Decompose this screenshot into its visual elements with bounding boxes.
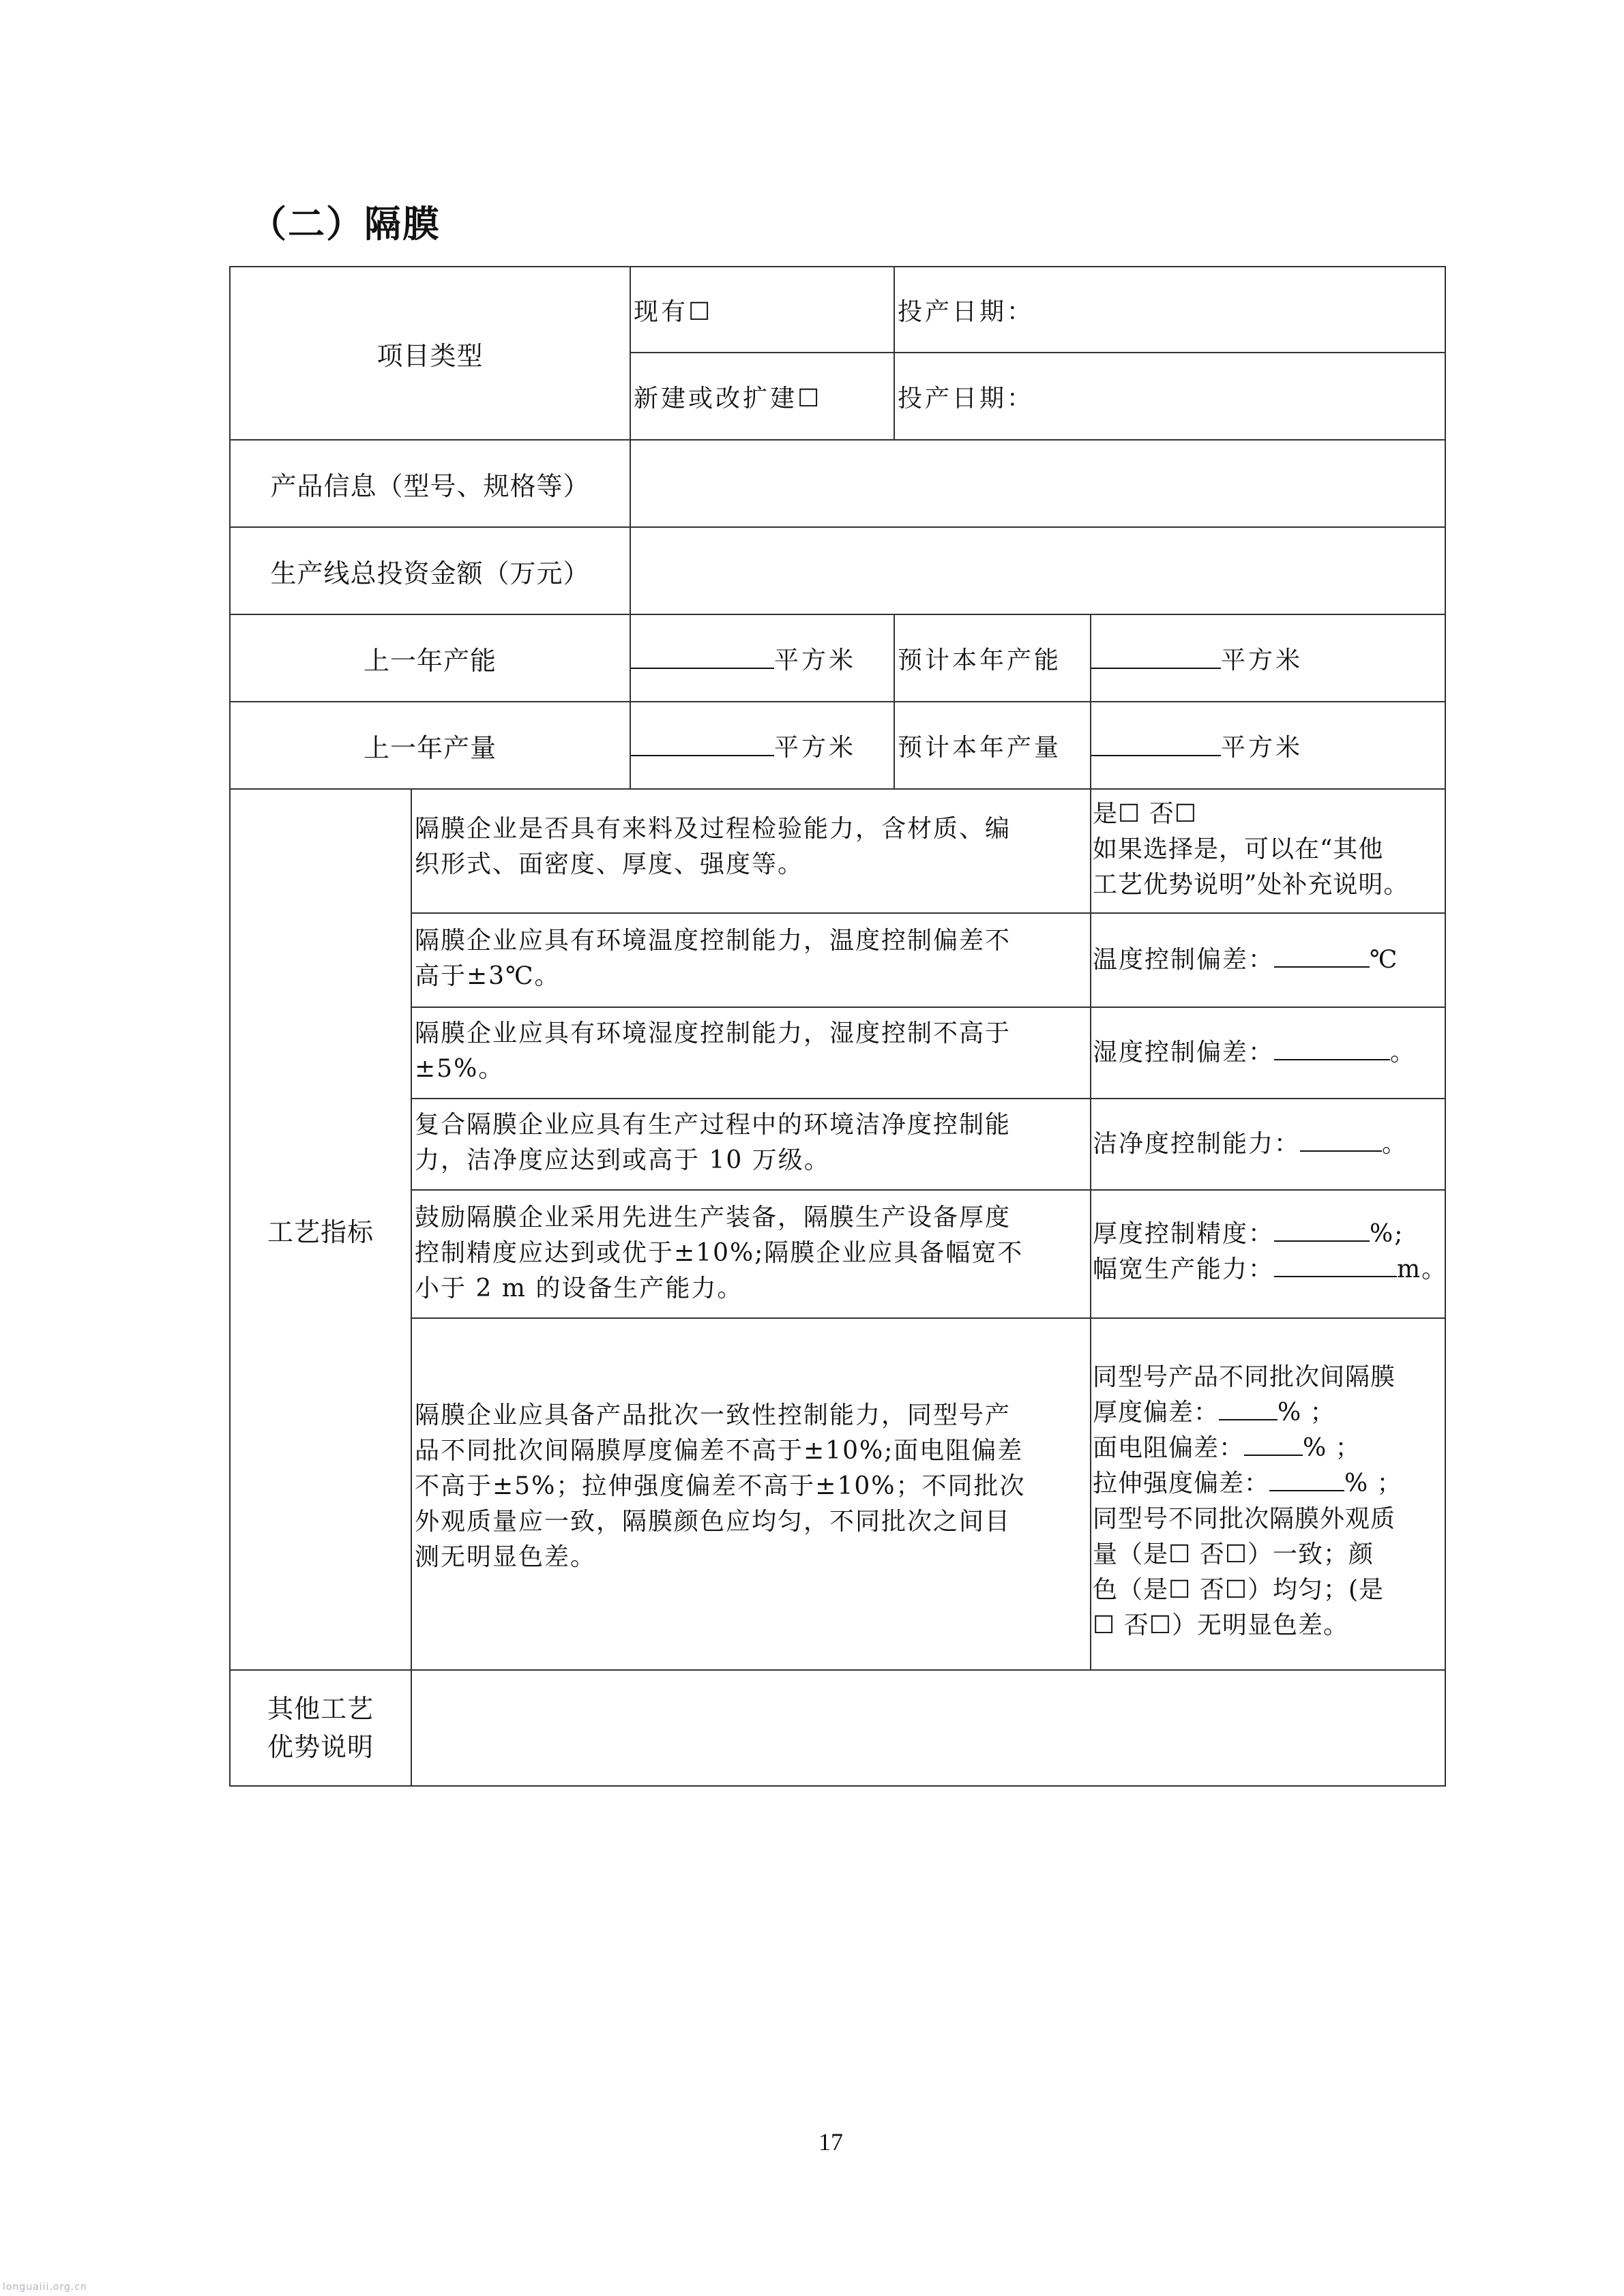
process-requirement-cell [411,1189,1091,1319]
page-number: 17 [818,2128,843,2156]
product-info-label: 产品信息（型号、规格等） [270,471,590,501]
forecast-output-input-cell[interactable] [1090,701,1446,790]
process-response-cell[interactable] [1090,1189,1446,1319]
new-or-expand-option[interactable]: 新建或改扩建☐ [634,384,823,413]
color-difference-checkboxes[interactable]: ☐ 否☐）无明显色差。 [1093,1611,1348,1639]
requirement-line: 隔膜企业应具有环境温度控制能力，温度控制偏差不 [415,927,1012,955]
requirement-line: 控制精度应达到或优于±10%;隔膜企业应具备幅宽不 [415,1239,1024,1267]
requirement-line: 织形式、面密度、厚度、强度等。 [415,850,804,878]
area-unit: 平方米 [774,733,857,762]
process-requirement-cell [411,1007,1091,1099]
process-requirement-cell [411,1098,1091,1191]
requirement-line: 隔膜企业应具备产品批次一致性控制能力，同型号产 [415,1401,1012,1429]
requirement-line: 隔膜企业应具有环境湿度控制能力，湿度控制不高于 [415,1019,1012,1047]
area-unit: 平方米 [774,646,857,674]
meter-suffix: m。 [1397,1255,1448,1283]
new-production-date-cell[interactable] [894,352,1446,441]
yes-no-checkboxes[interactable]: 是☐ 否☐ [1093,800,1197,828]
process-response-cell[interactable] [1090,1317,1446,1671]
new-or-expand-checkbox-cell[interactable] [630,352,895,441]
last-year-capacity-label-cell [229,614,631,702]
process-requirement-cell [411,912,1091,1008]
other-advantages-label-cell [229,1669,412,1787]
forecast-capacity-blank[interactable] [1091,647,1221,669]
last-year-output-label-cell [229,701,631,790]
process-indicators-label: 工艺指标 [267,1217,374,1247]
width-capacity-label: 幅宽生产能力： [1093,1255,1275,1283]
humidity-deviation-blank[interactable] [1274,1039,1390,1060]
color-uniformity-checkboxes[interactable]: 色（是☐ 否☐）均匀；(是 [1093,1576,1385,1604]
other-advantages-label-line: 其他工艺 [267,1694,374,1724]
production-date-label: 投产日期： [898,384,1035,413]
appearance-consistency-checkboxes[interactable]: 量（是☐ 否☐）一致；颜 [1093,1540,1374,1568]
tensile-strength-deviation-label: 拉伸强度偏差： [1093,1470,1270,1497]
period-suffix: 。 [1382,1130,1408,1158]
surface-resistance-deviation-blank[interactable] [1244,1434,1303,1456]
requirement-line: 不高于±5%；拉伸强度偏差不高于±10%；不同批次 [415,1472,1026,1500]
appearance-consistency-line: 同型号不同批次隔膜外观质 [1093,1505,1396,1533]
process-response-cell[interactable] [1090,1007,1446,1099]
thickness-deviation-label: 厚度偏差： [1093,1399,1220,1427]
requirement-line: 力，洁净度应达到或高于 10 万级。 [415,1146,830,1174]
process-response-cell[interactable] [1090,1098,1446,1191]
requirement-line: 鼓励隔膜企业采用先进生产装备，隔膜生产设备厚度 [415,1204,1012,1232]
celsius-unit: ℃ [1370,946,1399,974]
last-year-capacity-label: 上一年产能 [363,645,497,676]
thickness-precision-blank[interactable] [1274,1220,1370,1242]
percent-suffix: % ； [1344,1470,1402,1497]
process-requirement-cell [411,788,1091,914]
requirement-line: 隔膜企业是否具有来料及过程检验能力，含材质、编 [415,815,1012,843]
percent-suffix: %; [1370,1220,1404,1248]
temperature-deviation-label: 温度控制偏差： [1093,946,1275,974]
cleanliness-control-blank[interactable] [1300,1130,1382,1152]
thickness-deviation-blank[interactable] [1219,1399,1278,1420]
response-note: 工艺优势说明”处补充说明。 [1093,871,1409,899]
process-response-cell[interactable] [1090,788,1446,914]
requirement-line: 外观质量应一致，隔膜颜色应均匀，不同批次之间目 [415,1508,1012,1536]
process-requirement-cell [411,1317,1091,1671]
last-year-output-blank[interactable] [631,734,774,756]
last-year-output-input-cell[interactable] [630,701,895,790]
thickness-precision-label: 厚度控制精度： [1093,1220,1275,1248]
percent-suffix: % ； [1278,1399,1335,1427]
watermark: longuaiii.org.cn [3,2282,87,2293]
forecast-output-blank[interactable] [1091,734,1221,756]
other-advantages-label-line: 优势说明 [267,1732,374,1762]
section-heading: （二）隔膜 [250,203,441,245]
tensile-strength-deviation-blank[interactable] [1269,1470,1344,1491]
forecast-capacity-label-cell [894,614,1091,702]
total-investment-label: 生产线总投资金额（万元） [270,558,590,588]
forecast-capacity-label: 预计本年产能 [898,646,1062,674]
area-unit: 平方米 [1221,733,1303,762]
existing-production-date-cell[interactable] [894,266,1446,353]
last-year-capacity-input-cell[interactable] [630,614,895,702]
response-note: 如果选择是，可以在“其他 [1093,835,1384,863]
width-capacity-blank[interactable] [1274,1255,1397,1277]
process-response-cell[interactable] [1090,912,1446,1008]
total-investment-label-cell [229,526,631,615]
area-unit: 平方米 [1221,646,1303,674]
last-year-capacity-blank[interactable] [631,647,774,669]
requirement-line: 品不同批次间隔膜厚度偏差不高于±10%;面电阻偏差 [415,1437,1024,1465]
other-advantages-input[interactable] [411,1669,1446,1787]
product-info-label-cell [229,439,631,528]
percent-suffix: % ； [1303,1434,1361,1462]
existing-checkbox-cell[interactable] [630,266,895,353]
consistency-heading: 同型号产品不同批次间隔膜 [1093,1363,1396,1391]
forecast-output-label: 预计本年产量 [898,733,1062,762]
requirement-line: 小于 2 m 的设备生产能力。 [415,1274,743,1302]
last-year-output-label: 上一年产量 [363,732,497,763]
product-info-input[interactable] [630,439,1446,528]
existing-option[interactable]: 现有☐ [634,297,713,326]
project-type-label: 项目类型 [377,340,484,371]
requirement-line: ±5%。 [415,1055,505,1083]
process-indicators-label-cell [229,788,412,1671]
period-suffix: 。 [1390,1039,1417,1067]
requirement-line: 复合隔膜企业应具有生产过程中的环境洁净度控制能 [415,1111,1012,1139]
temperature-deviation-blank[interactable] [1274,946,1370,968]
surface-resistance-deviation-label: 面电阻偏差： [1093,1434,1245,1462]
cleanliness-control-label: 洁净度控制能力： [1093,1130,1301,1158]
forecast-output-label-cell [894,701,1091,790]
project-type-label-cell [229,266,631,441]
requirement-line: 测无明显色差。 [415,1543,597,1571]
requirement-line: 高于±3℃。 [415,962,561,990]
humidity-deviation-label: 湿度控制偏差： [1093,1039,1275,1067]
total-investment-input[interactable] [630,526,1446,615]
forecast-capacity-input-cell[interactable] [1090,614,1446,702]
production-date-label: 投产日期： [898,297,1035,326]
